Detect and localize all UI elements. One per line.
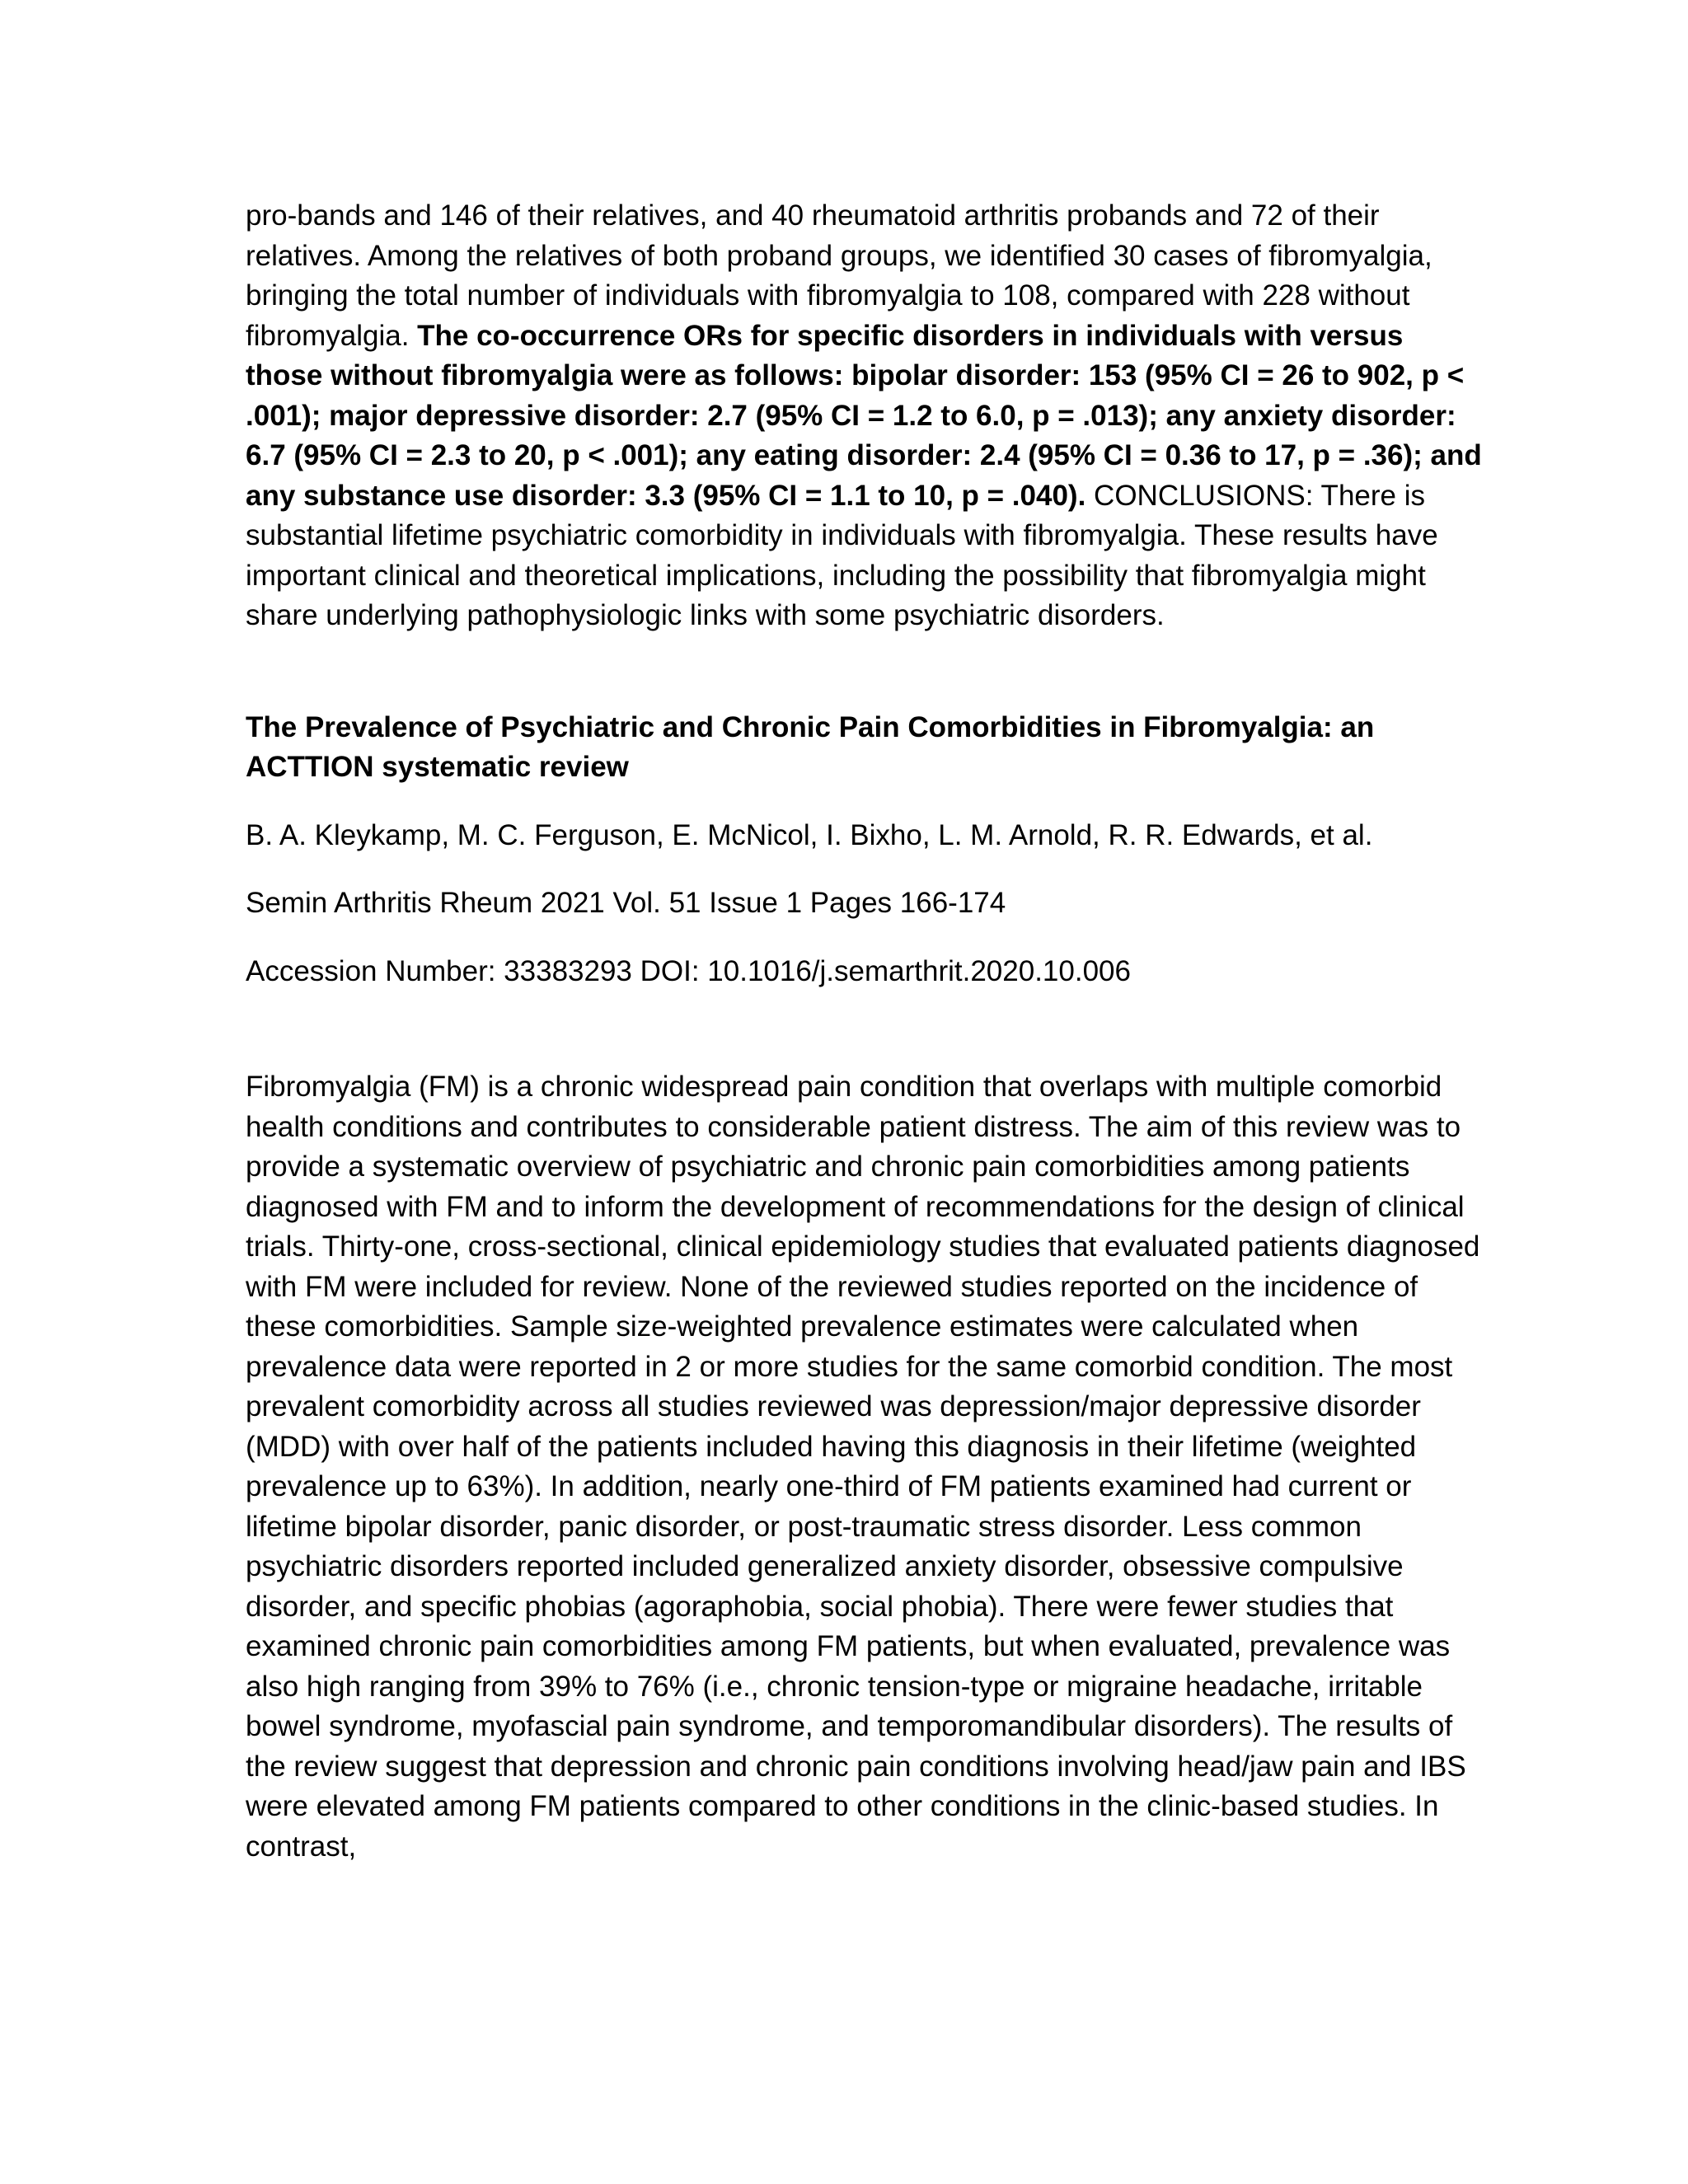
continued-abstract xyxy=(246,196,1482,636)
article-citation: Semin Arthritis Rheum 2021 Vol. 51 Issue 1 Pages 166-174 xyxy=(246,887,1006,919)
document-page xyxy=(246,196,1482,1867)
article-accession: Accession Number: 33383293 DOI: 10.1016/j.semarthrit.2020.10.006 xyxy=(246,954,1131,987)
article-abstract: Fibromyalgia (FM) is a chronic widespread pain condition that overlaps with multiple comorbid health conditions and contributes to considerable patient distress. The aim of this review was to provide a systematic overview of psychiatric and chronic pain comorbidities among patients diagnosed with FM and to inform the development of recommendations for the design of clinical trials. Thirty-one, cross-sectional, clinical epidemiology studies that evaluated patients diagnosed with FM were included for review. None of the reviewed studies reported on the incidence of these comorbidities. Sample size-weighted prevalence estimates were calculated when prevalence data were reported in 2 or more studies for the same comorbid condition. The most prevalent comorbidity across all studies reviewed was depression/major depressive disorder (MDD) with over half of the patients included having this diagnosis in their lifetime (weighted prevalence up to 63%). In addition, nearly one-third of FM patients examined had current or lifetime bipolar disorder, panic disorder, or post-traumatic stress disorder. Less common psychiatric disorders reported included generalized anxiety disorder, obsessive compulsive disorder, and specific phobias (agoraphobia, social phobia). There were fewer studies that examined chronic pain comorbidities among FM patients, but when evaluated, prevalence was also high ranging from 39% to 76% (i.e., chronic tension-type or migraine headache, irritable bowel syndrome, myofascial pain syndrome, and temporomandibular disorders). The results of the review suggest that depression and chronic pain conditions involving head/jaw pain and IBS were elevated among FM patients compared to other conditions in the clinic-based studies. In contrast, xyxy=(246,1071,1480,1863)
abstract-conclusions: CONCLUSIONS: There is substantial lifetime psychiatric comorbidity in individuals with fibromyalgia. These results have important clinical and theoretical implications, including the possibility that fibromyalgia might share underlying pathophysiologic links with some psychiatric disorders. xyxy=(246,479,1438,631)
abstract-bold-results: The co-occurrence ORs for specific disorders in individuals with versus those without fibromyalgia were as follows: bipolar disorder: 153 (95% CI = 26 to 902, p < .001); major depressive disorder: 2.7 (95% CI = 1.2 to 6.0, p = .013); any anxiety disorder: 6.7 (95% CI = 2.3 to 20, p < .001); any eating disorder: 2.4 (95% CI = 0.36 to 17, p = .36); and any substance use disorder: 3.3 (95% CI = 1.1 to 10, p = .040). xyxy=(246,319,1482,512)
abstract-text-before-bold: pro-bands and 146 of their relatives, and 40 rheumatoid arthritis probands and 72 of their relatives. Among the relatives of both proband groups, we identified 30 cases of fibromyalgia, bringing the total number of individuals with fibromyalgia to 108, compared with 228 without fibromyalgia. xyxy=(246,199,1432,352)
article-title: The Prevalence of Psychiatric and Chronic Pain Comorbidities in Fibromyalgia: an ACTTION systematic review xyxy=(246,710,1375,783)
article-authors: B. A. Kleykamp, M. C. Ferguson, E. McNicol, I. Bixho, L. M. Arnold, R. R. Edwards, et al. xyxy=(246,818,1373,851)
